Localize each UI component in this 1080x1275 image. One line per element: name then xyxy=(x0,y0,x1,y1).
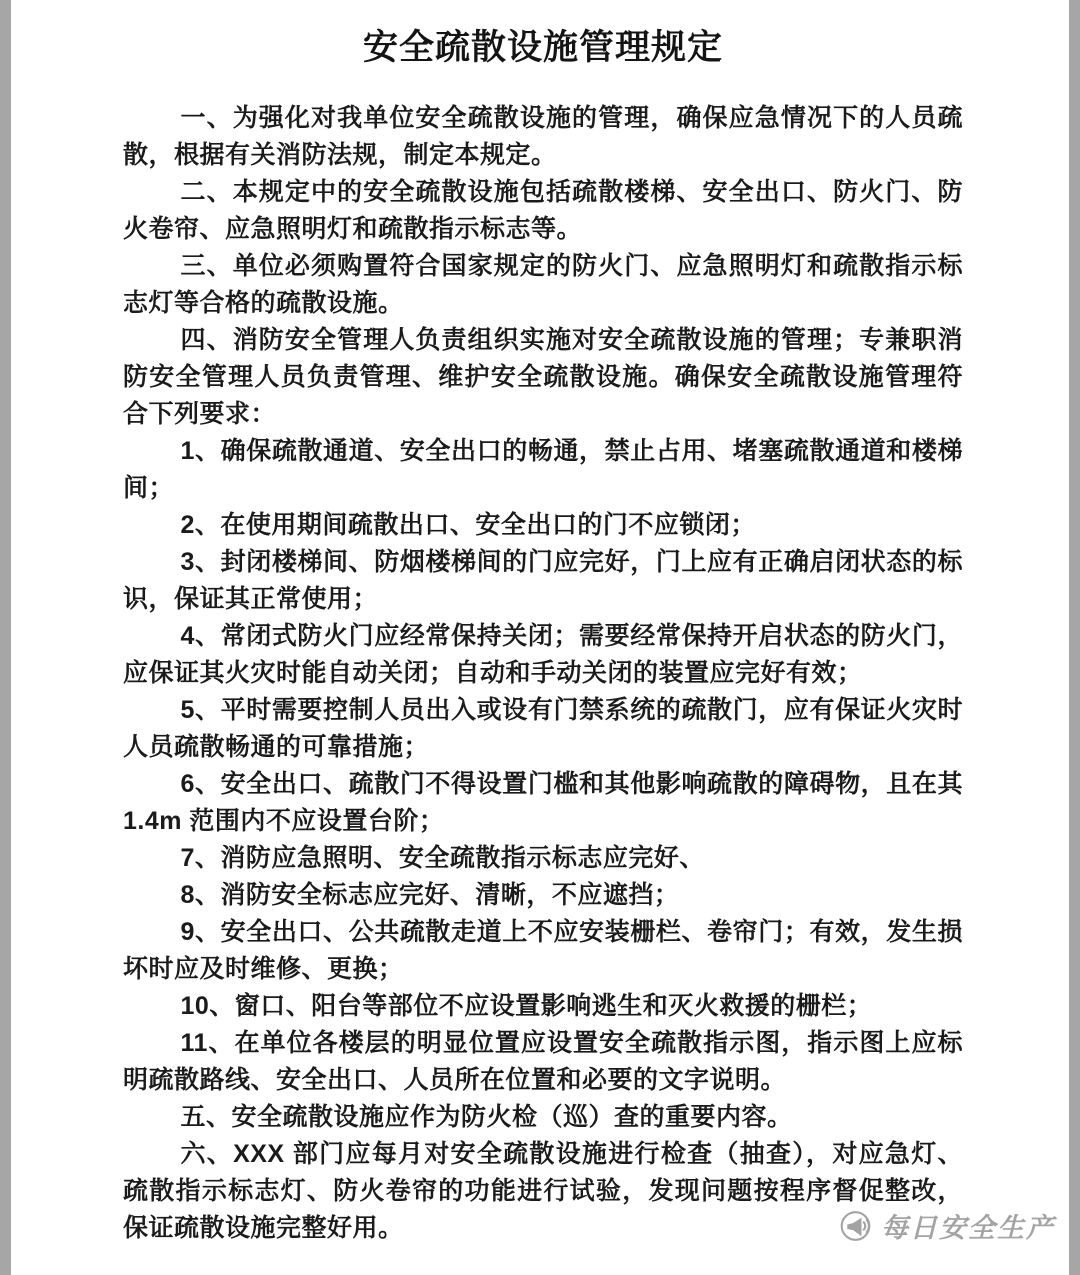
paragraph: 11、在单位各楼层的明显位置应设置安全疏散指示图，指示图上应标明疏散路线、安全出口、人员所在位置和必要的文字说明。 xyxy=(123,1029,963,1094)
paragraph: 3、封闭楼梯间、防烟楼梯间的门应完好，门上应有正确启闭状态的标识，保证其正常使用； xyxy=(123,548,963,613)
paragraph: 8、消防安全标志应完好、清晰，不应遮挡； xyxy=(180,881,680,909)
paragraph: 一、为强化对我单位安全疏散设施的管理，确保应急情况下的人员疏散，根据有关消防法规，制定本规定。 xyxy=(123,104,963,169)
paragraph: 2、在使用期间疏散出口、安全出口的门不应锁闭； xyxy=(180,511,756,539)
document-body xyxy=(123,100,963,1247)
paragraph: 1、确保疏散通道、安全出口的畅通，禁止占用、堵塞疏散通道和楼梯间； xyxy=(123,437,963,502)
page-title: 安全疏散设施管理规定 xyxy=(362,28,723,67)
paragraph: 三、单位必须购置符合国家规定的防火门、应急照明灯和疏散指示标志灯等合格的疏散设施。 xyxy=(123,252,963,317)
paragraph: 4、常闭式防火门应经常保持关闭；需要经常保持开启状态的防火门，应保证其火灾时能自动关闭；自动和手动关闭的装置应完好有效； xyxy=(123,622,963,687)
watermark-text: 每日安全生产 xyxy=(881,1213,1055,1243)
paragraph: 6、安全出口、疏散门不得设置门槛和其他影响疏散的障碍物，且在其 1.4m 范围内不应设置台阶； xyxy=(123,770,963,835)
paragraph: 10、窗口、阳台等部位不应设置影响逃生和灭火救援的栅栏； xyxy=(180,992,873,1020)
paragraph: 9、安全出口、公共疏散走道上不应安装栅栏、卷帘门；有效，发生损坏时应及时维修、更换； xyxy=(123,918,963,983)
paragraph: 二、本规定中的安全疏散设施包括疏散楼梯、安全出口、防火门、防火卷帘、应急照明灯和疏散指示标志等。 xyxy=(123,178,963,243)
document-page xyxy=(11,0,1069,1275)
paragraph: 7、消防应急照明、安全疏散指示标志应完好、 xyxy=(180,844,705,872)
paragraph: 六、XXX 部门应每月对安全疏散设施进行检查（抽查），对应急灯、疏散指示标志灯、防火卷帘的功能进行试验，发现问题按程序督促整改，保证疏散设施完整好用。 xyxy=(123,1140,963,1242)
paragraph: 五、安全疏散设施应作为防火检（巡）查的重要内容。 xyxy=(180,1103,793,1131)
paragraph: 5、平时需要控制人员出入或设有门禁系统的疏散门，应有保证火灾时人员疏散畅通的可靠措施； xyxy=(123,696,963,761)
paragraph: 四、消防安全管理人负责组织实施对安全疏散设施的管理；专兼职消防安全管理人员负责管理、维护安全疏散设施。确保安全疏散设施管理符合下列要求： xyxy=(123,326,963,428)
